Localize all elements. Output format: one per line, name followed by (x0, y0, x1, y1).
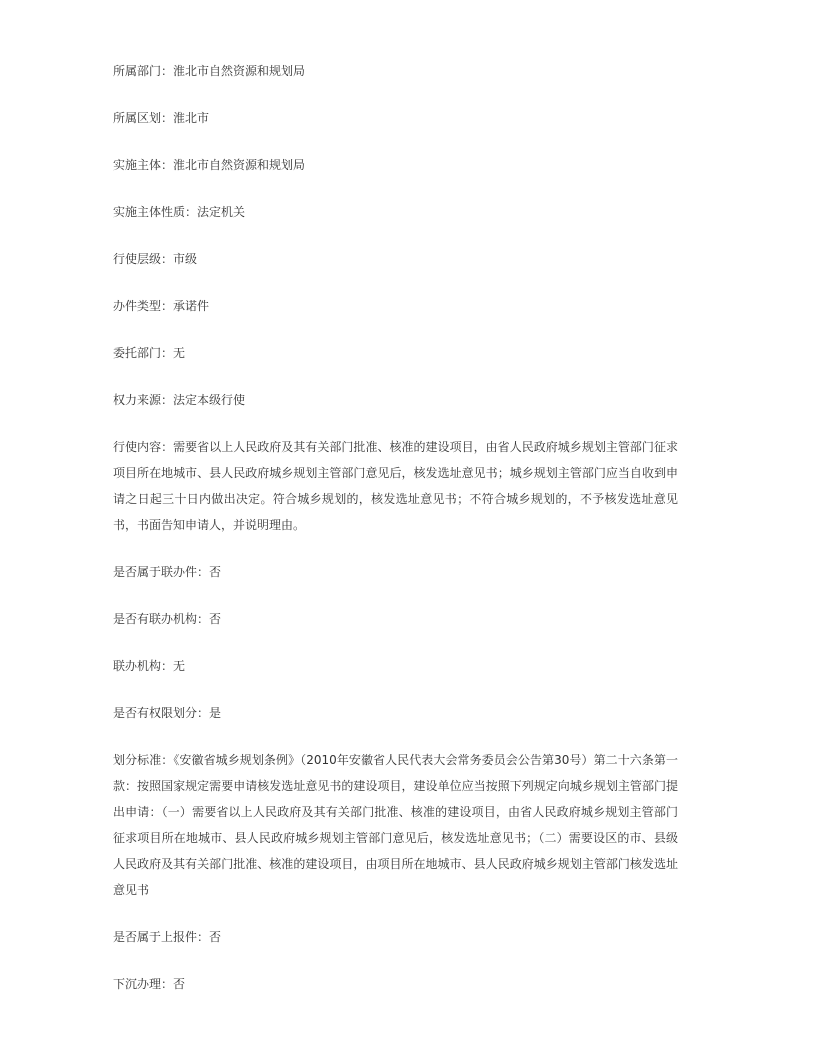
field-value: 淮北市 (173, 111, 210, 125)
field-label: 所属部门： (113, 64, 174, 78)
field-value: 无 (173, 346, 186, 360)
field-label: 下沉办理： (113, 977, 174, 991)
field-department (113, 58, 693, 84)
field-exercise-content (113, 434, 678, 538)
field-value: 无 (173, 659, 186, 673)
field-label: 实施主体性质： (113, 205, 198, 219)
field-value: 需要省以上人民政府及其有关部门批准、核准的建设项目，由省人民政府城乡规划主管部门征求项目所在地城市、县人民政府城乡规划主管部门意见后，核发选址意见书；城乡规划主管部门应当自收到申请之日起三十日内做出决定。符合城乡规划的，核发选址意见书；不符合城乡规划的，不予核发选址意见书，书面告知申请人，并说明理由。 (113, 440, 678, 532)
field-value: 淮北市自然资源和规划局 (173, 158, 306, 172)
field-value: 法定机关 (197, 205, 246, 219)
field-value: 法定本级行使 (173, 393, 246, 407)
field-value: 是 (209, 706, 222, 720)
field-has-authority-division (113, 700, 693, 726)
field-value: 市级 (173, 252, 198, 266)
field-reported-case (113, 924, 693, 950)
field-delegated-handling (113, 971, 693, 997)
field-implementing-body (113, 152, 693, 178)
field-has-joint-agency (113, 606, 693, 632)
field-label: 委托部门： (113, 346, 174, 360)
field-value: 《安徽省城乡规划条例》（2010年安徽省人民代表大会常务委员会公告第30号）第二十六条第一款：按照国家规定需要申请核发选址意见书的建设项目，建设单位应当按照下列规定向城乡规划主管部门提出申请：（一）需要省以上人民政府及其有关部门批准、核准的建设项目，由省人民政府城乡规划主管部门征求项目所在地城市、县人民政府城乡规划主管部门意见后，核发选址意见书；（二）需要设区的市、县级人民政府及其有关部门批准、核准的建设项目，由项目所在地城市、县人民政府城乡规划主管部门核发选址意见书 (113, 753, 678, 897)
field-joint-case (113, 559, 693, 585)
field-label: 所属区划： (113, 111, 174, 125)
field-value: 否 (209, 930, 222, 944)
field-division-standard (113, 747, 678, 903)
field-label: 权力来源： (113, 393, 174, 407)
field-label: 是否属于上报件： (113, 930, 210, 944)
field-value: 承诺件 (173, 299, 210, 313)
document-body (113, 58, 693, 997)
field-label: 联办机构： (113, 659, 174, 673)
field-power-source (113, 387, 693, 413)
field-label: 办件类型： (113, 299, 174, 313)
field-value: 否 (173, 977, 186, 991)
field-label: 行使内容： (113, 440, 174, 454)
field-value: 否 (209, 612, 222, 626)
field-entrusted-department (113, 340, 693, 366)
field-joint-agency (113, 653, 693, 679)
field-label: 是否有权限划分： (113, 706, 210, 720)
field-value: 淮北市自然资源和规划局 (173, 64, 306, 78)
field-label: 是否属于联办件： (113, 565, 210, 579)
field-label: 实施主体： (113, 158, 174, 172)
field-label: 划分标准： (113, 753, 174, 767)
field-label: 行使层级： (113, 252, 174, 266)
field-body-nature (113, 199, 693, 225)
field-label: 是否有联办机构： (113, 612, 210, 626)
field-region (113, 105, 693, 131)
field-value: 否 (209, 565, 222, 579)
field-case-type (113, 293, 693, 319)
field-exercise-level (113, 246, 693, 272)
